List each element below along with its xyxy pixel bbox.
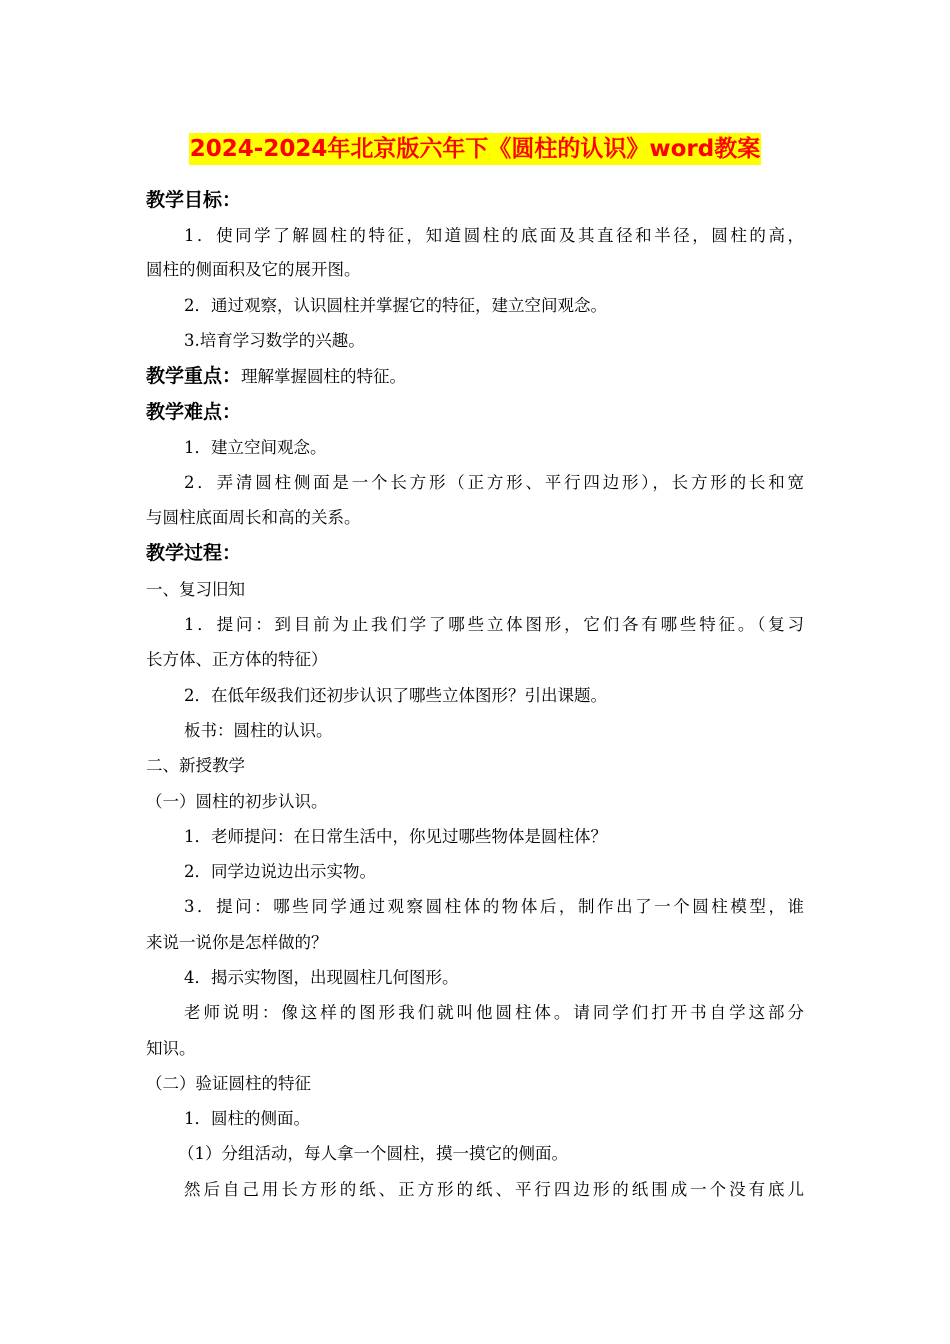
difficulty-2-line-1: 2．弄清圆柱侧面是一个长方形（正方形、平行四边形），长方形的长和宽: [184, 473, 804, 492]
goal-1-line-2: 圆柱的侧面积及它的展开图。: [146, 260, 361, 279]
goal-1-line-1: 1．使同学了解圆柱的特征，知道圆柱的底面及其直径和半径，圆柱的高，: [184, 226, 804, 245]
goal-3: 3.培育学习数学的兴趣。: [184, 331, 365, 350]
intro-3-line-1: 3．提问：哪些同学通过观察圆柱体的物体后，制作出了一个圆柱模型，谁: [184, 897, 804, 916]
review-1-line-1: 1．提问：到目前为止我们学了哪些立体图形，它们各有哪些特征。（复习: [184, 615, 804, 634]
process-heading: 教学过程：: [146, 542, 242, 564]
section-1-heading: 一、复习旧知: [146, 580, 245, 599]
goal-2: 2．通过观察，认识圆柱并掌握它的特征，建立空间观念。: [184, 296, 607, 315]
key-heading: 教学重点：: [146, 365, 242, 387]
document-title: 2024-2024年北京版六年下《圆柱的认识》word教案: [189, 133, 761, 165]
intro-4: 4．揭示实物图，出现圆柱几何图形。: [184, 968, 459, 987]
key-point-row: [146, 364, 406, 389]
key-text: 理解掌握圆柱的特征。: [241, 367, 407, 386]
subsection-2-heading: （二）验证圆柱的特征: [146, 1074, 311, 1093]
section-2-heading: 二、新授教学: [146, 756, 245, 775]
goals-heading: 教学目标：: [146, 189, 242, 211]
intro-3-line-2: 来说一说你是怎样做的？: [146, 933, 328, 952]
subsection-1-heading: （一）圆柱的初步认识。: [146, 792, 328, 811]
title-container: [0, 133, 950, 165]
difficulty-1: 1．建立空间观念。: [184, 438, 327, 457]
side-surface-item: 1．圆柱的侧面。: [184, 1109, 310, 1128]
board-note: 板书：圆柱的认识。: [184, 721, 333, 740]
intro-1: 1．老师提问：在日常生活中，你见过哪些物体是圆柱体？: [184, 827, 607, 846]
review-1-line-2: 长方体、正方体的特征）: [146, 650, 328, 669]
teacher-note-line-1: 老师说明：像这样的图形我们就叫他圆柱体。请同学们打开书自学这部分: [184, 1003, 804, 1022]
intro-2: 2．同学边说边出示实物。: [184, 862, 376, 881]
group-activity: （1）分组活动，每人拿一个圆柱，摸一摸它的侧面。: [178, 1144, 568, 1163]
difficulty-heading: 教学难点：: [146, 401, 242, 423]
difficulty-2-line-2: 与圆柱底面周长和高的关系。: [146, 508, 361, 527]
teacher-note-line-2: 知识。: [146, 1039, 196, 1058]
review-2: 2．在低年级我们还初步认识了哪些立体图形？引出课题。: [184, 686, 607, 705]
paper-activity: 然后自己用长方形的纸、正方形的纸、平行四边形的纸围成一个没有底儿: [184, 1180, 804, 1199]
